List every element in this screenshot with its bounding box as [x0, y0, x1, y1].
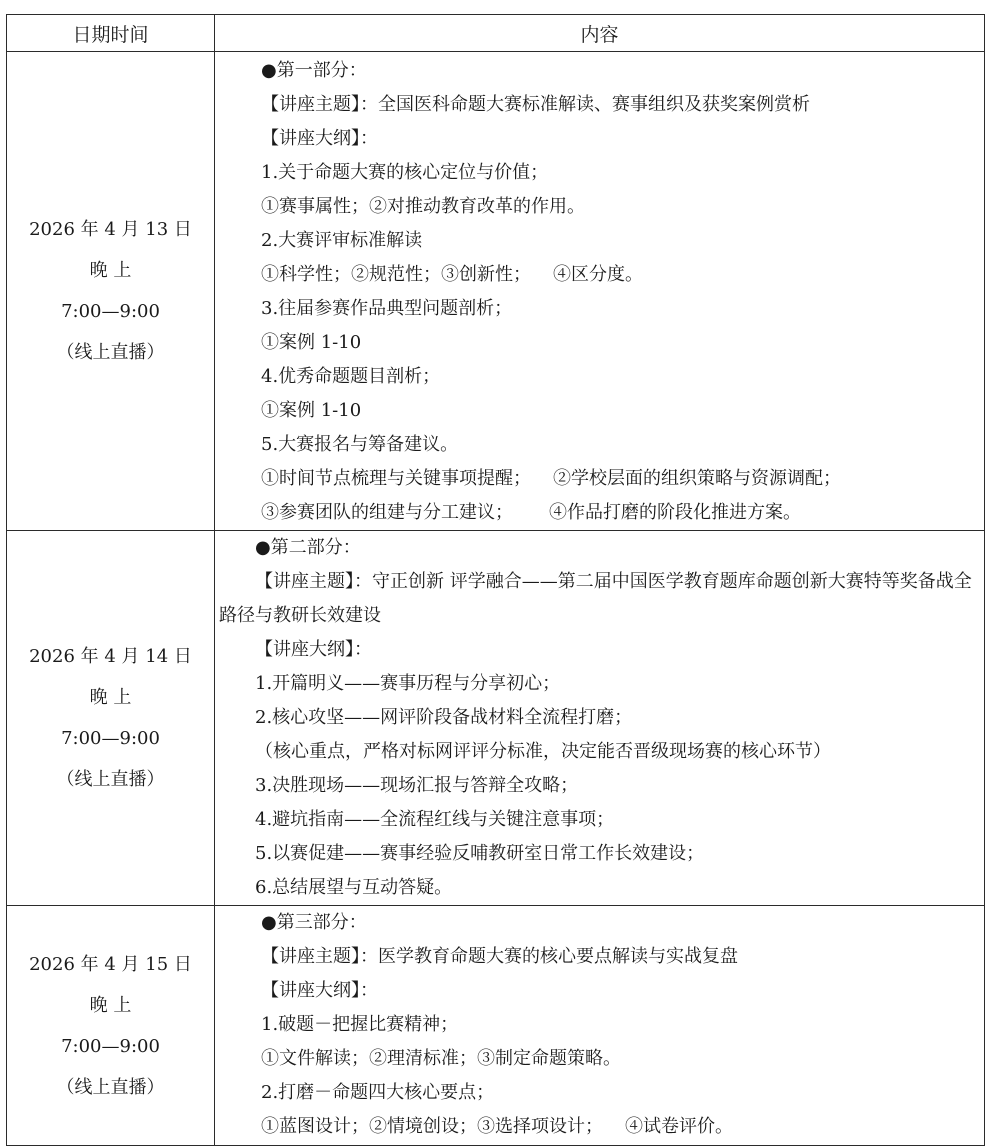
- outline-item-part: ①科学性；②规范性；③创新性；: [261, 264, 531, 285]
- outline-item-part: ④区分度。: [553, 264, 643, 285]
- session-date-cell: [7, 52, 215, 531]
- format-note: （线上直播）: [56, 342, 165, 363]
- header-content: 内容: [215, 15, 985, 52]
- outline-item: 5.大赛报名与筹备建议。: [261, 434, 459, 455]
- lecture-theme: 【讲座主题】：守正创新 评学融合——第二届中国医学教育题库命题创新大赛特等奖备战全路径与教研长效建设: [219, 571, 972, 626]
- outline-item-part: ③参赛团队的组建与分工建议；: [261, 502, 513, 523]
- session-content-cell: [215, 531, 985, 906]
- outline-item: 3.往届参赛作品典型问题剖析；: [261, 298, 513, 319]
- outline-item-part: ②学校层面的组织策略与资源调配；: [553, 468, 841, 489]
- date-text: 2026 年 4 月 14 日: [29, 646, 192, 667]
- outline-item: [225, 258, 980, 292]
- outline-item: ①文件解读；②理清标准；③制定命题策略。: [261, 1048, 621, 1069]
- part-heading: ●第三部分：: [261, 912, 367, 933]
- session-content-cell: [215, 906, 985, 1146]
- part-heading: ●第二部分：: [255, 537, 361, 558]
- outline-item: 4.避坑指南——全流程红线与关键注意事项；: [255, 809, 615, 830]
- outline-item: （核心重点，严格对标网评评分标准，决定能否晋级现场赛的核心环节）: [255, 741, 831, 762]
- session-date-cell: [7, 906, 215, 1146]
- time-of-day: 晚 上: [89, 260, 132, 281]
- lecture-theme: 【讲座主题】：医学教育命题大赛的核心要点解读与实战复盘: [261, 946, 738, 967]
- part-heading: ●第一部分：: [261, 60, 367, 81]
- outline-label: 【讲座大纲】：: [255, 639, 372, 660]
- date-text: 2026 年 4 月 13 日: [29, 219, 192, 240]
- outline-item: ①案例 1-10: [261, 400, 362, 421]
- header-row: [7, 15, 985, 52]
- outline-item: [225, 462, 980, 496]
- outline-item: [225, 1110, 980, 1144]
- outline-label: 【讲座大纲】：: [261, 980, 378, 1001]
- time-range: 7:00—9:00: [61, 1035, 160, 1057]
- header-date: 日期时间: [7, 15, 215, 52]
- outline-label: 【讲座大纲】：: [261, 128, 378, 149]
- outline-item: 1.开篇明义——赛事历程与分享初心；: [255, 673, 561, 694]
- outline-item: 1.破题－把握比赛精神；: [261, 1014, 459, 1035]
- outline-item: ①案例 1-10: [261, 332, 362, 353]
- outline-item: [225, 496, 980, 530]
- time-range: 7:00—9:00: [61, 728, 160, 749]
- session-row-3: [7, 906, 985, 1146]
- schedule-table: [6, 14, 985, 1146]
- outline-item-part: ④试卷评价。: [625, 1116, 733, 1137]
- outline-item: 4.优秀命题题目剖析；: [261, 366, 441, 387]
- lecture-theme: 【讲座主题】：全国医科命题大赛标准解读、赛事组织及获奖案例赏析: [261, 94, 810, 115]
- time-of-day: 晚 上: [89, 687, 132, 708]
- outline-item-part: ①蓝图设计；②情境创设；③选择项设计；: [261, 1116, 603, 1137]
- outline-item: 6.总结展望与互动答疑。: [255, 877, 453, 898]
- session-row-1: [7, 52, 985, 531]
- outline-item-part: ④作品打磨的阶段化推进方案。: [549, 502, 801, 523]
- session-date-cell: [7, 531, 215, 906]
- outline-item: 3.决胜现场——现场汇报与答辩全攻略；: [255, 775, 579, 796]
- format-note: （线上直播）: [56, 1076, 165, 1098]
- outline-item: 2.大赛评审标准解读: [261, 230, 423, 251]
- time-of-day: 晚 上: [89, 994, 132, 1016]
- session-row-2: [7, 531, 985, 906]
- date-text: 2026 年 4 月 15 日: [29, 953, 192, 975]
- outline-item: 1.关于命题大赛的核心定位与价值；: [261, 162, 549, 183]
- session-content-cell: [215, 52, 985, 531]
- outline-item-part: ①时间节点梳理与关键事项提醒；: [261, 468, 531, 489]
- outline-item: 2.核心攻坚——网评阶段备战材料全流程打磨；: [255, 707, 633, 728]
- outline-item: ①赛事属性；②对推动教育改革的作用。: [261, 196, 585, 217]
- format-note: （线上直播）: [56, 769, 165, 790]
- outline-item: 2.打磨－命题四大核心要点；: [261, 1082, 495, 1103]
- time-range: 7:00—9:00: [61, 301, 160, 322]
- outline-item: 5.以赛促建——赛事经验反哺教研室日常工作长效建设；: [255, 843, 705, 864]
